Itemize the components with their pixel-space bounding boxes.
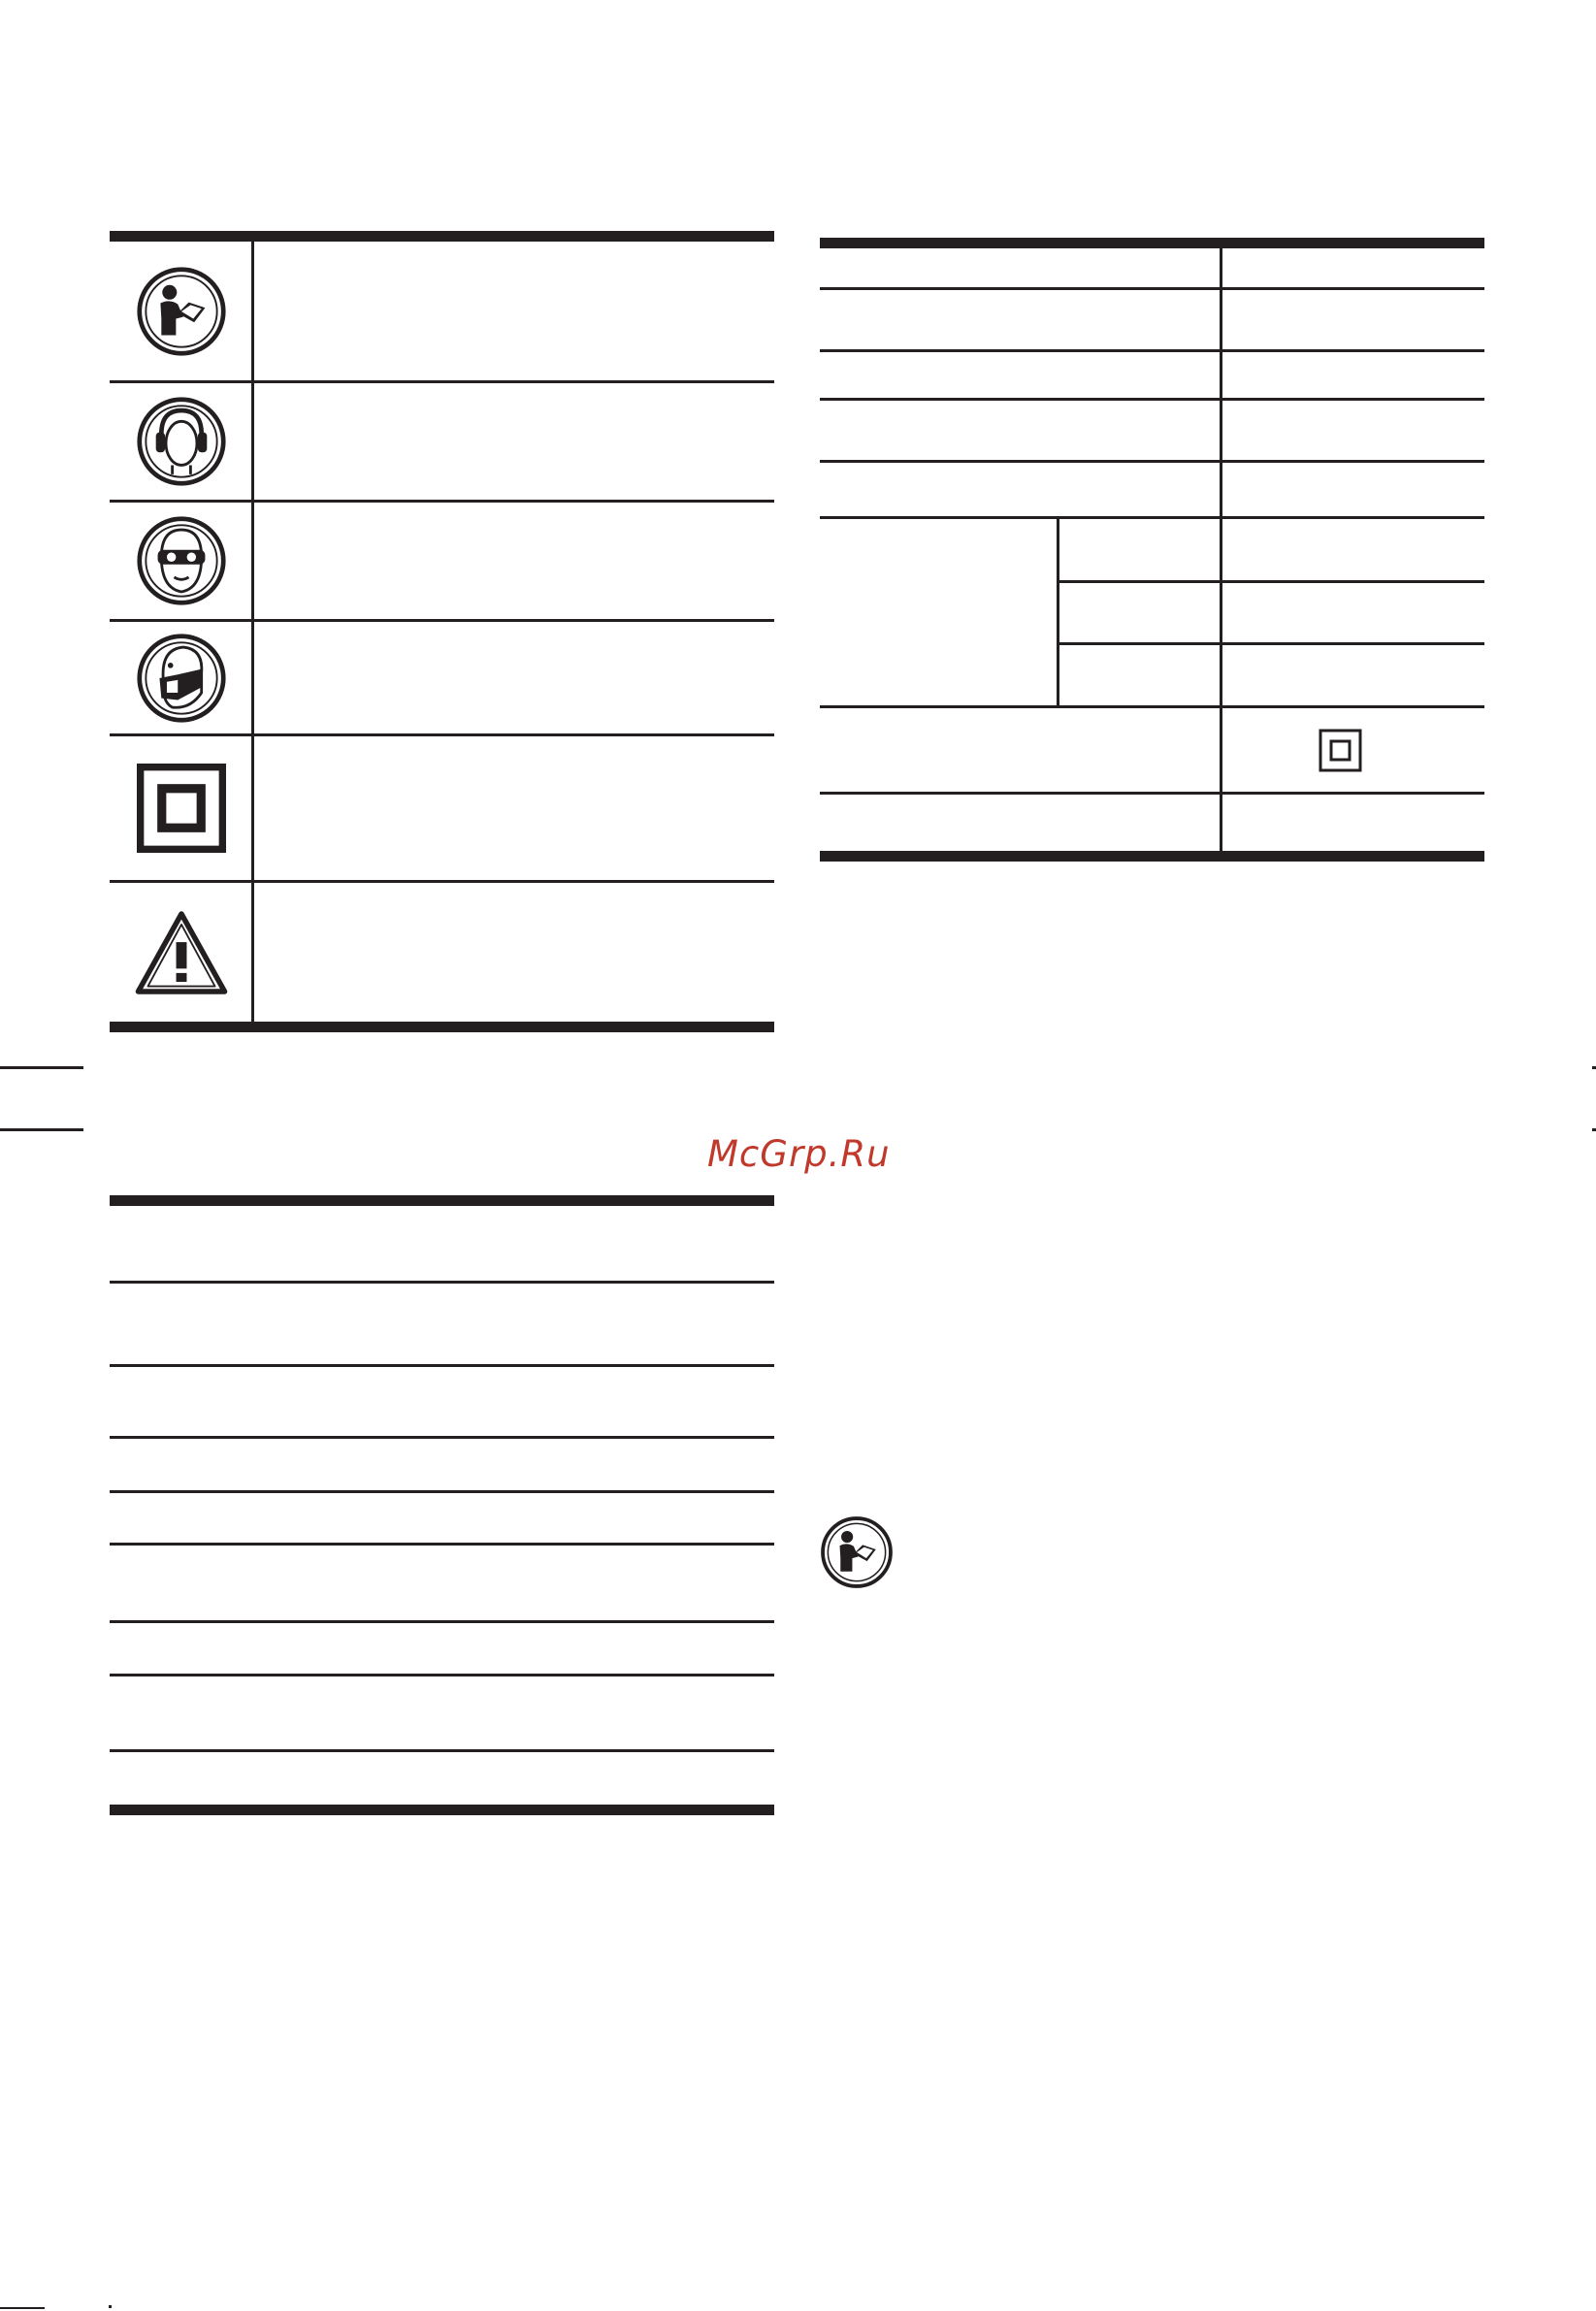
table-row-divider (110, 1674, 774, 1676)
dust-mask-icon (136, 633, 227, 724)
table-row-divider (820, 792, 1484, 795)
class-ii-double-insulation-icon (137, 764, 226, 853)
read-manual-icon (820, 1515, 894, 1589)
table-row-divider (820, 287, 1484, 290)
symbol-row (110, 383, 252, 500)
ear-protection-icon (136, 396, 227, 487)
table-row-divider (110, 1620, 774, 1623)
crop-mark (109, 2305, 112, 2308)
table-bottom-rule (110, 1022, 774, 1032)
eye-protection-icon (136, 515, 227, 606)
table-top-rule (820, 238, 1484, 248)
class-ii-double-insulation-icon (1319, 729, 1362, 772)
margin-tab-mark (1592, 1066, 1596, 1069)
table-row-divider (110, 1749, 774, 1752)
table-row-divider (110, 1281, 774, 1284)
warning-triangle-icon (133, 908, 230, 997)
margin-tab-mark (0, 1128, 83, 1131)
table-row-divider (820, 705, 1484, 708)
symbol-row (110, 242, 252, 380)
margin-tab-mark (1592, 1128, 1596, 1131)
table-row-divider (820, 398, 1484, 401)
margin-tab-mark (0, 1066, 83, 1069)
symbol-row (110, 883, 252, 1022)
table-row-divider (110, 1436, 774, 1439)
table-column-divider (1220, 248, 1222, 851)
table-top-rule (110, 231, 774, 242)
table-top-rule (110, 1195, 774, 1206)
table-column-divider (1057, 516, 1059, 708)
table-row-divider (820, 460, 1484, 463)
read-manual-icon (136, 266, 227, 357)
table-row-divider (110, 1490, 774, 1493)
crop-mark (0, 2307, 45, 2309)
symbol-row (110, 736, 252, 880)
table-row-divider (110, 1364, 774, 1367)
table-row-divider (1058, 580, 1484, 583)
symbol-row (110, 503, 252, 619)
watermark-text: McGrp.Ru (707, 1133, 891, 1175)
table-row-divider (1058, 642, 1484, 645)
table-row-divider (110, 1543, 774, 1546)
table-bottom-rule (110, 1805, 774, 1815)
table-row-divider (820, 349, 1484, 352)
table-row-divider (820, 516, 1484, 519)
table-bottom-rule (820, 851, 1484, 862)
symbol-row (110, 622, 252, 733)
